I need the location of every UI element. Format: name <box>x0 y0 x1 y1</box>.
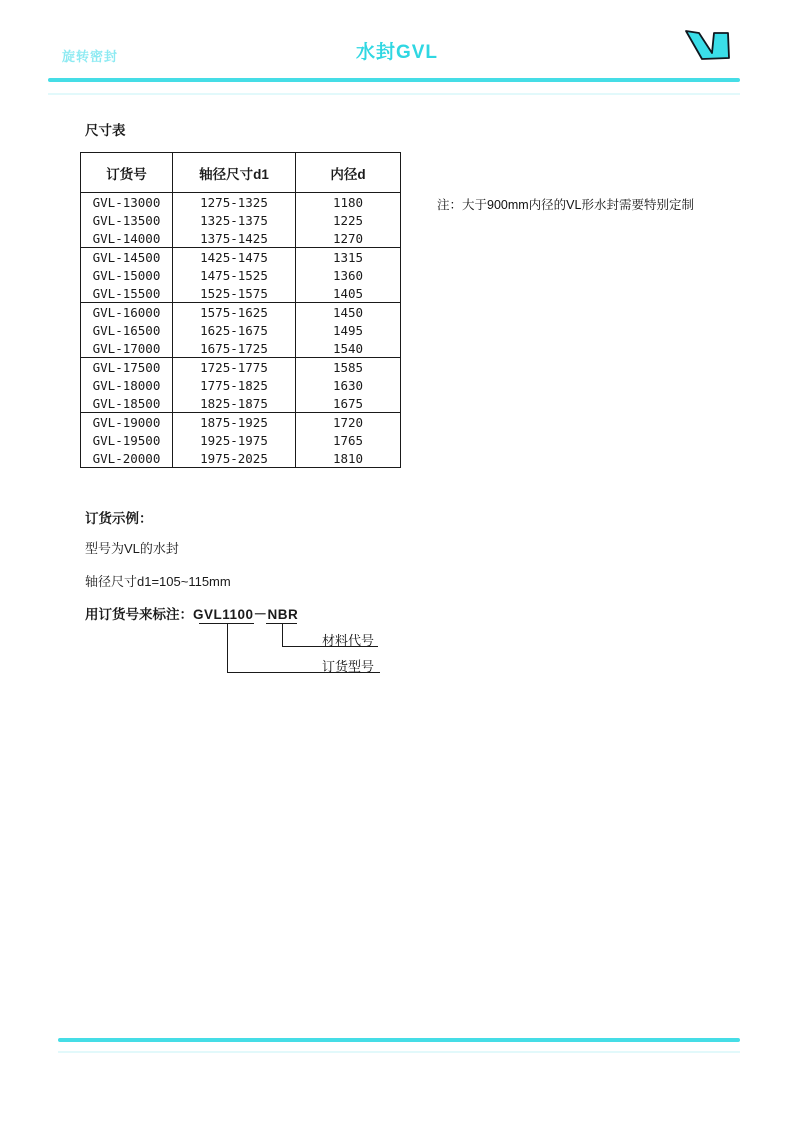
header-rule-shadow <box>48 93 740 95</box>
table-row: GVL-19000 1875-1925 1720 <box>81 413 401 432</box>
ordering-code-row <box>85 603 298 623</box>
callout-line-material-vertical <box>282 623 283 647</box>
table-row: GVL-18500 1825-1875 1675 <box>81 394 401 413</box>
custom-size-note: 注：大于900mm内径的VL形水封需要特别定制 <box>437 198 694 212</box>
footer-rule-shadow <box>58 1051 740 1053</box>
table-row: GVL-14500 1425-1475 1315 <box>81 248 401 267</box>
callout-line-model-vertical <box>227 623 228 673</box>
col-header-shaft-dia: 轴径尺寸d1 <box>173 153 296 193</box>
table-row: GVL-17500 1725-1775 1585 <box>81 358 401 377</box>
table-row: GVL-17000 1675-1725 1540 <box>81 339 401 358</box>
v-seal-logo-icon <box>684 28 731 63</box>
table-row: GVL-20000 1975-2025 1810 <box>81 449 401 468</box>
table-header-row <box>81 153 401 193</box>
table-row: GVL-19500 1925-1975 1765 <box>81 431 401 449</box>
table-row: GVL-13500 1325-1375 1225 <box>81 211 401 229</box>
table-row: GVL-14000 1375-1425 1270 <box>81 229 401 248</box>
order-model-label: 订货型号 <box>322 659 375 674</box>
header-category-label: 旋转密封 <box>62 49 119 64</box>
table-row: GVL-16500 1625-1675 1495 <box>81 321 401 339</box>
table-row: GVL-15000 1475-1525 1360 <box>81 266 401 284</box>
col-header-order-no: 订货号 <box>81 153 173 193</box>
table-group <box>81 413 401 468</box>
table-row: GVL-18000 1775-1825 1630 <box>81 376 401 394</box>
col-header-inner-dia: 内径d <box>296 153 401 193</box>
table-group <box>81 193 401 248</box>
material-code-label: 材料代号 <box>322 633 375 648</box>
table-group <box>81 303 401 358</box>
table-row: GVL-16000 1575-1625 1450 <box>81 303 401 322</box>
footer-rule <box>58 1038 740 1042</box>
dimension-table <box>80 152 401 468</box>
page-title: 水封GVL <box>355 42 439 63</box>
ordering-model-line: 型号为VL的水封 <box>85 541 179 556</box>
table-row: GVL-13000 1275-1325 1180 <box>81 193 401 212</box>
table-group <box>81 248 401 303</box>
table-row: GVL-15500 1525-1575 1405 <box>81 284 401 303</box>
ordering-shaft-line: 轴径尺寸d1=105~115mm <box>85 574 231 589</box>
ordering-code-prefix: 用订货号来标注： <box>85 607 193 622</box>
ordering-example-heading: 订货示例： <box>85 511 153 526</box>
ordering-code: GVL1100－NBR <box>193 607 299 622</box>
dimension-table-heading: 尺寸表 <box>85 123 126 138</box>
table-group <box>81 358 401 413</box>
header-rule <box>48 78 740 82</box>
